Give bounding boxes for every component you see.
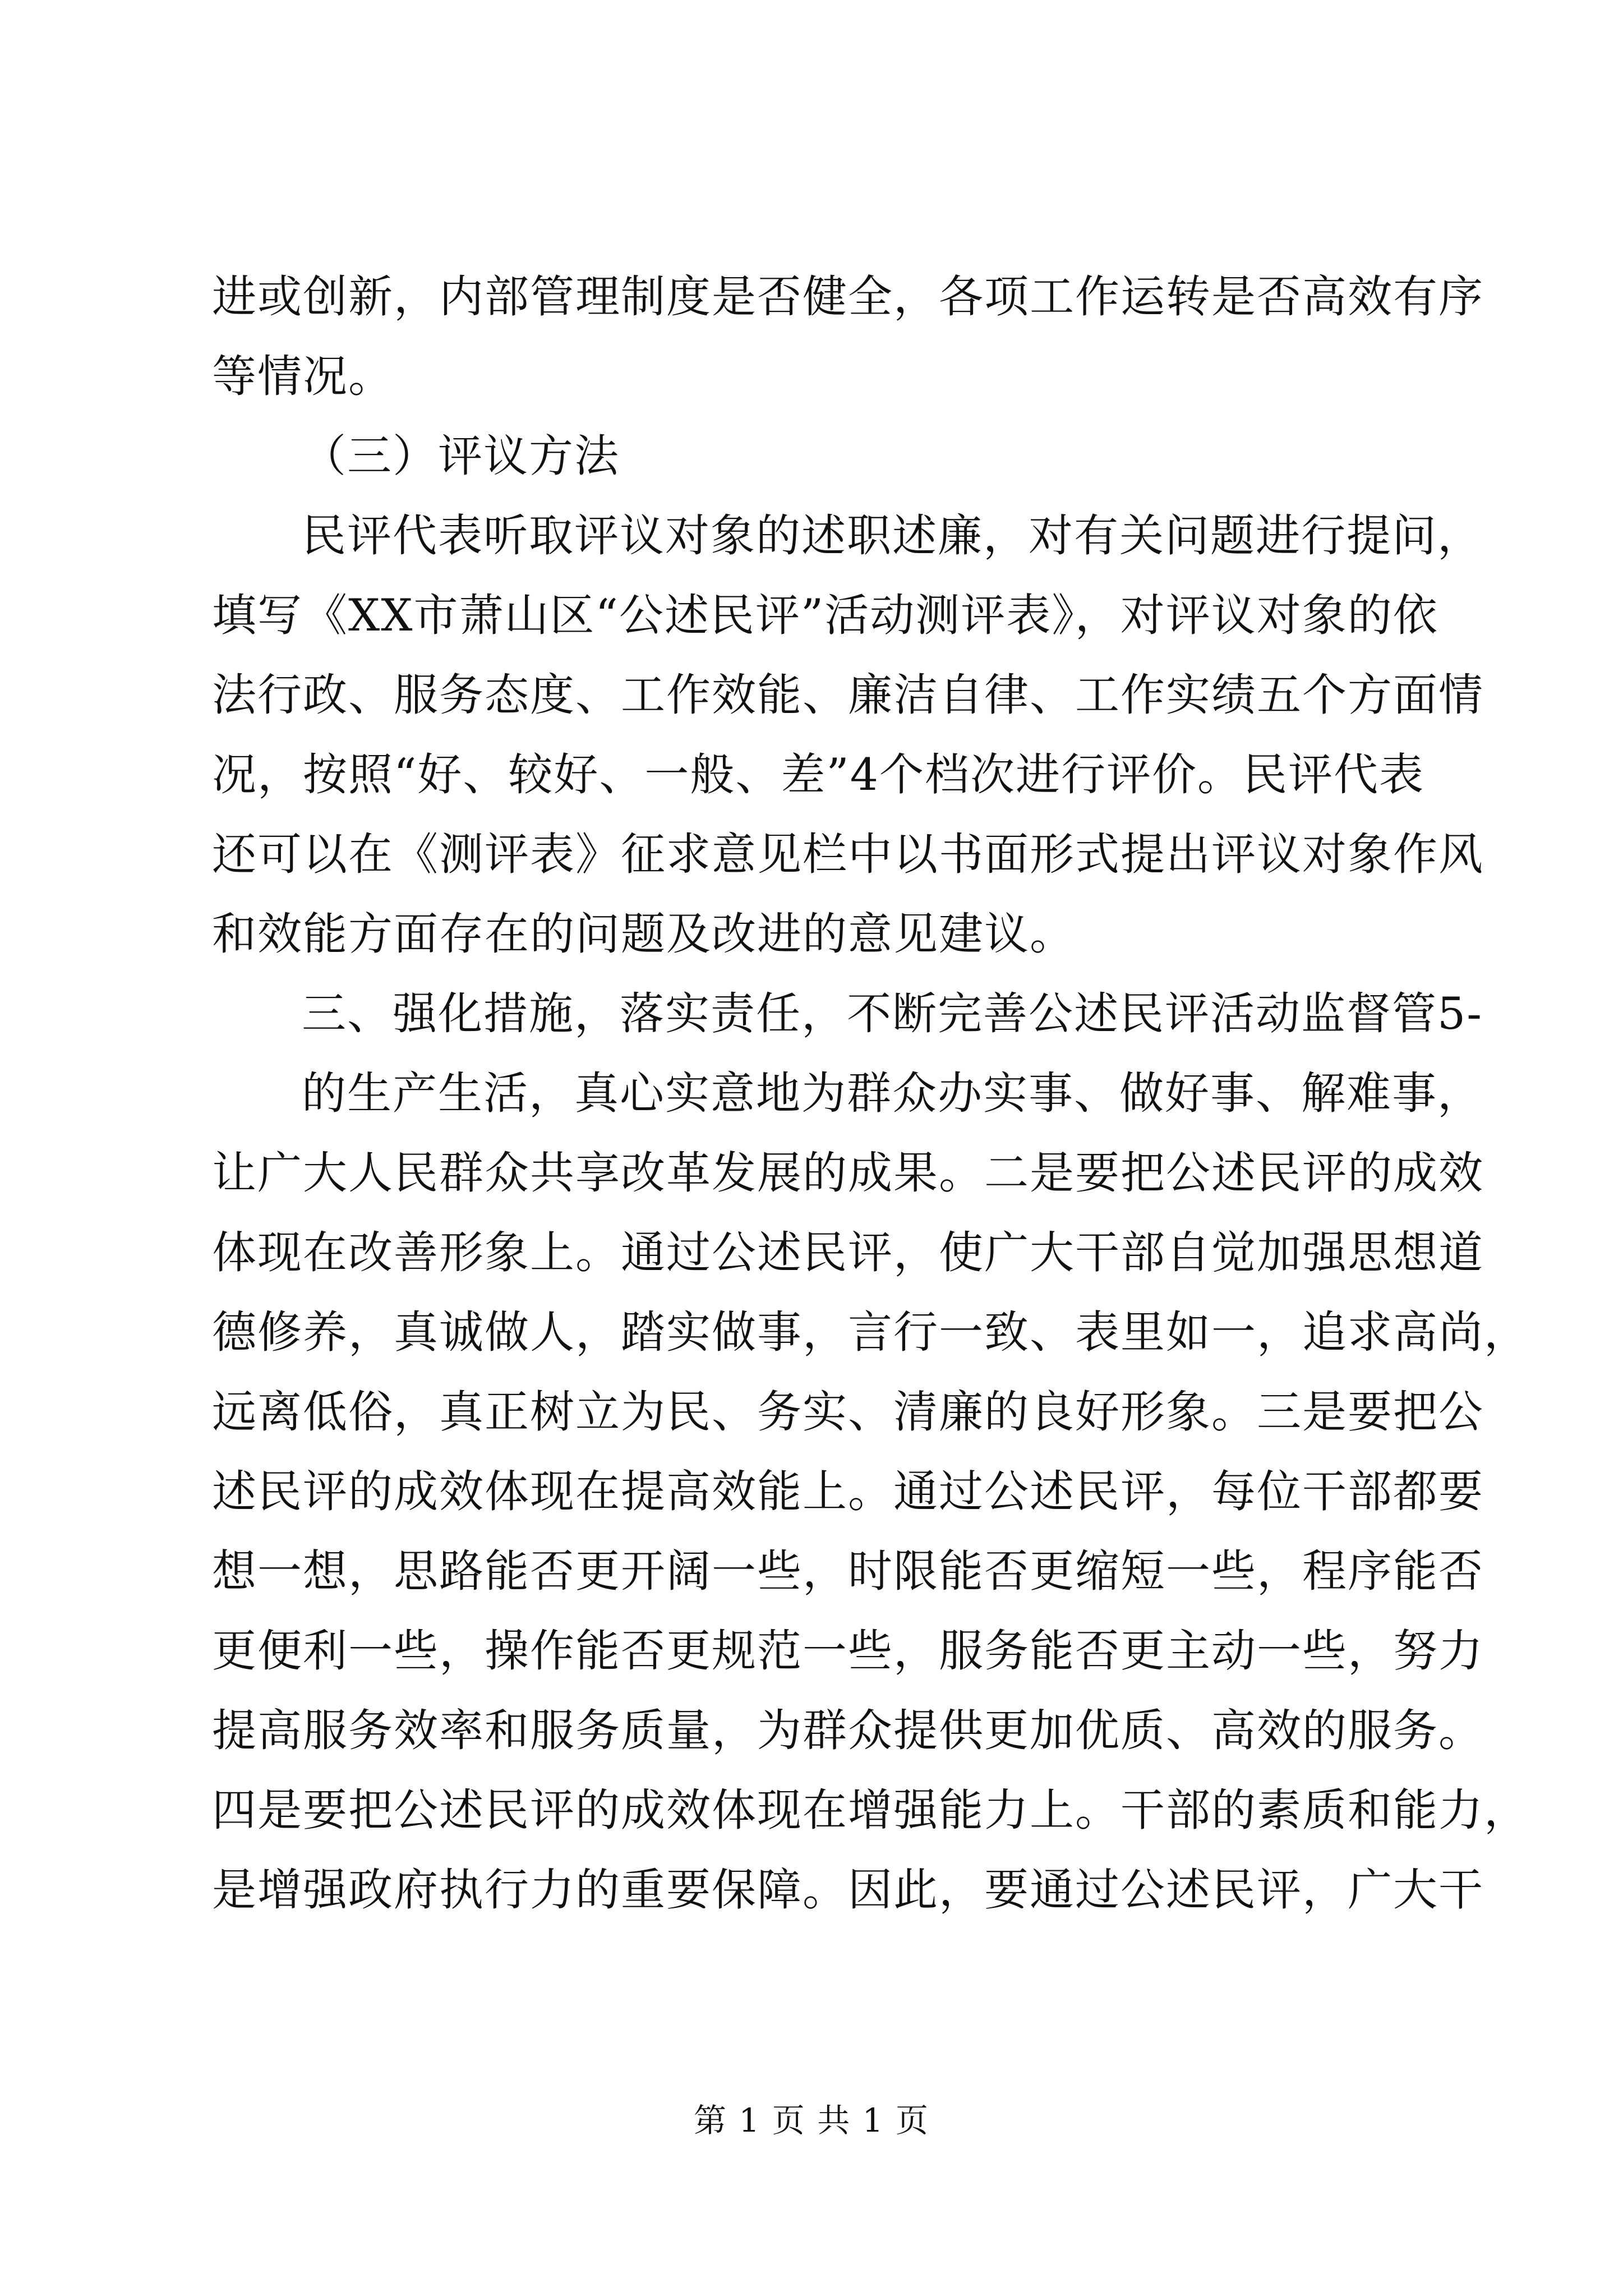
text-line: 让广大人民群众共享改革发展的成果。二是要把公述民评的成效 (212, 1147, 1484, 1199)
text-line: 还可以在《测评表》征求意见栏中以书面形式提出评议对象作风 (212, 829, 1484, 880)
section-heading: （三）评议方法 (302, 430, 620, 482)
text-line: 德修养，真诚做人，踏实做事，言行一致、表里如一，追求高尚， (212, 1306, 1529, 1358)
text-line: 想一想，思路能否更开阔一些，时限能否更缩短一些，程序能否 (212, 1545, 1484, 1597)
text-line: 是增强政府执行力的重要保障。因此，要通过公述民评，广大干 (212, 1864, 1484, 1916)
text-line: 况，按照“好、较好、一般、差”4个档次进行评价。民评代表 (212, 749, 1425, 800)
document-body (212, 257, 1529, 1930)
text-line: 体现在改善形象上。通过公述民评，使广大干部自觉加强思想道 (212, 1227, 1484, 1278)
text-line: 述民评的成效体现在提高效能上。通过公述民评，每位干部都要 (212, 1466, 1484, 1517)
text-line: 等情况。 (212, 351, 394, 402)
text-line: 远离低俗，真正树立为民、务实、清廉的良好形象。三是要把公 (212, 1386, 1484, 1438)
text-line: 提高服务效率和服务质量，为群众提供更加优质、高效的服务。 (212, 1705, 1484, 1756)
page-footer: 第 1 页 共 1 页 (694, 2101, 929, 2139)
section-heading: 三、强化措施，落实责任，不断完善公述民评活动监督管5- (302, 988, 1483, 1039)
text-line: 四是要把公述民评的成效体现在增强能力上。干部的素质和能力， (212, 1784, 1529, 1836)
text-line: 更便利一些，操作能否更规范一些，服务能否更主动一些，努力 (212, 1625, 1484, 1677)
text-line: 和效能方面存在的问题及改进的意见建议。 (212, 908, 1075, 960)
paragraph-first-line: 民评代表听取评议对象的述职述廉，对有关问题进行提问， (302, 510, 1483, 562)
text-line: 进或创新，内部管理制度是否健全，各项工作运转是否高效有序 (212, 271, 1484, 323)
paragraph-first-line: 的生产生活，真心实意地为群众办实事、做好事、解难事， (302, 1068, 1483, 1119)
text-line: 填写《XX市萧山区“公述民评”活动测评表》，对评议对象的依 (212, 590, 1438, 641)
text-line: 法行政、服务态度、工作效能、廉洁自律、工作实绩五个方面情 (212, 669, 1484, 721)
